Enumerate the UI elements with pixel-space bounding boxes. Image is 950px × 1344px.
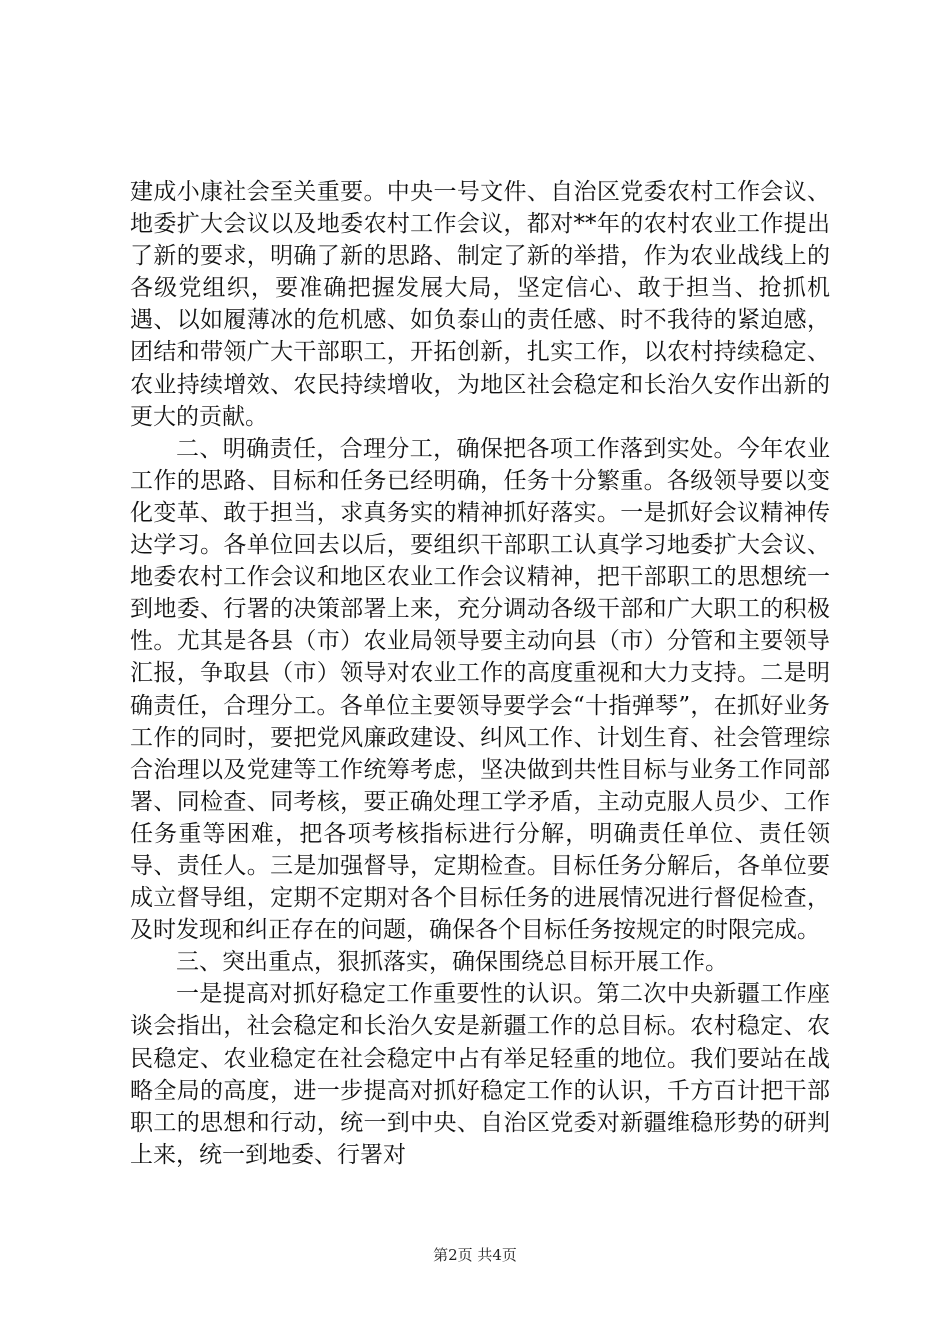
- paragraph-4: 一是提高对抓好稳定工作重要性的认识。第二次中央新疆工作座谈会指出，社会稳定和长治久安是新疆工作的总目标。农村稳定、农民稳定、农业稳定在社会稳定中占有举足轻重的地位。我们要站在战略全局的高度，进一步提高对抓好稳定工作的认识，千方百计把干部职工的思想和行动，统一到中央、自治区党委对新疆维稳形势的研判上来，统一到地委、行署对: [130, 981, 830, 1168]
- paragraph-2: 二、明确责任，合理分工，确保把各项工作落到实处。今年农业工作的思路、目标和任务已经明确，任务十分繁重。各级领导要以变化变革、敢于担当，求真务实的精神抓好落实。一是抓好会议精神传达学习。各单位回去以后，要组织干部职工认真学习地委扩大会议、地委农村工作会议和地区农业工作会议精神，把干部职工的思想统一到地委、行署的决策部署上来，充分调动各级干部和广大职工的积极性。尤其是各县（市）农业局领导要主动向县（市）分管和主要领导汇报，争取县（市）领导对农业工作的高度重视和大力支持。二是明确责任，合理分工。各单位主要领导要学会“十指弹琴”，在抓好业务工作的同时，要把党风廉政建设、纠风工作、计划生育、社会管理综合治理以及党建等工作统筹考虑，坚决做到共性目标与业务工作同部署、同检查、同考核，要正确处理工学矛盾，主动克服人员少、工作任务重等困难，把各项考核指标进行分解，明确责任单位、责任领导、责任人。三是加强督导，定期检查。目标任务分解后，各单位要成立督导组，定期不定期对各个目标任务的进展情况进行督促检查，及时发现和纠正存在的问题，确保各个目标任务按规定的时限完成。: [130, 435, 830, 944]
- page-footer: [0, 1244, 950, 1265]
- document-body: [130, 176, 830, 1171]
- page-number-label: 第2页 共4页: [433, 1246, 517, 1264]
- paragraph-1: 建成小康社会至关重要。中央一号文件、自治区党委农村工作会议、地委扩大会议以及地委农村工作会议，都对**年的农村农业工作提出了新的要求，明确了新的思路、制定了新的举措，作为农业战线上的各级党组织，要准确把握发展大局，坚定信心、敢于担当、抢抓机遇、以如履薄冰的危机感、如负泰山的责任感、时不我待的紧迫感，团结和带领广大干部职工，开拓创新，扎实工作，以农村持续稳定、农业持续增效、农民持续增收，为地区社会稳定和长治久安作出新的更大的贡献。: [130, 179, 830, 430]
- paragraph-3-heading: 三、突出重点，狠抓落实，确保围绕总目标开展工作。: [176, 949, 728, 976]
